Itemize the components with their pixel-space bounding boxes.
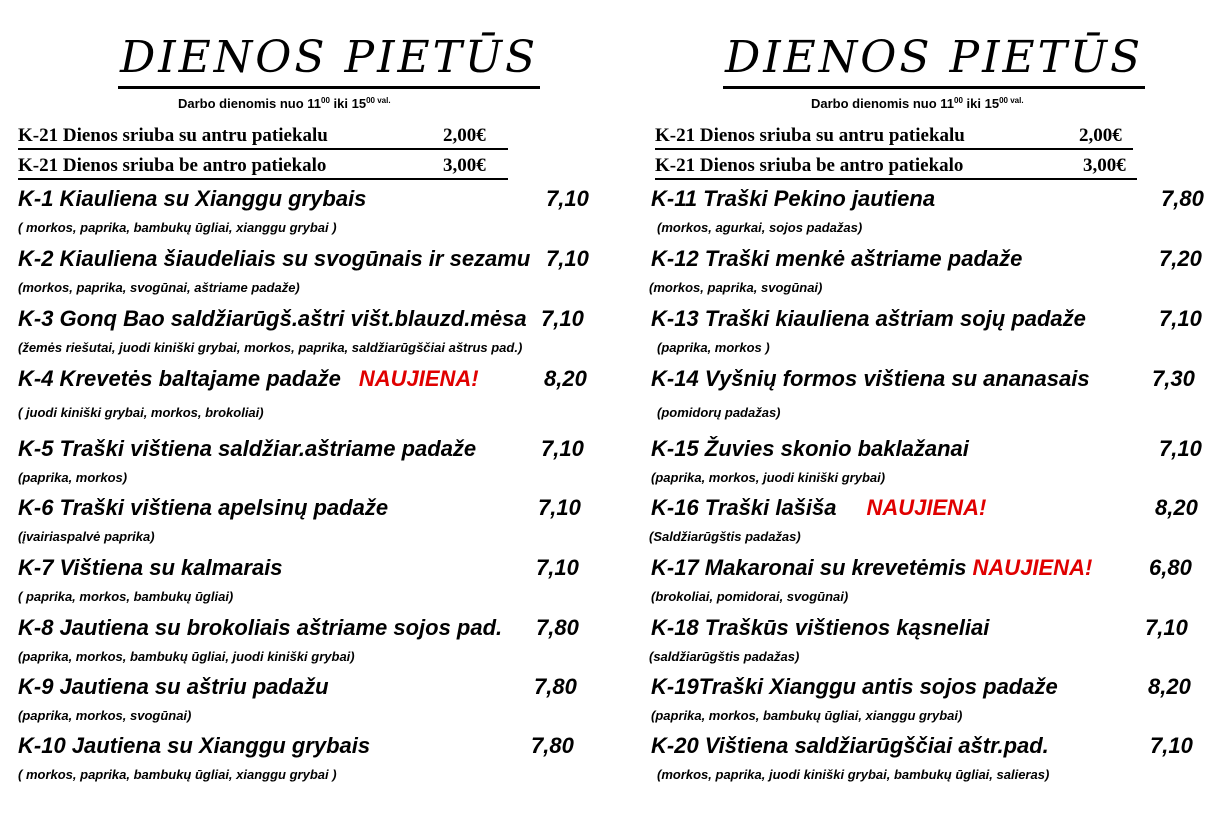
- menu-title: DIENOS PIETŪS: [118, 30, 540, 89]
- soup-label: K-21 Dienos sriuba su antru patiekalu: [655, 125, 965, 146]
- opening-hours: Darbo dienomis nuo $11^{00}$ iki $15^{00}$ $^{val.}$: [178, 96, 391, 111]
- soup-price: 2,00€: [1079, 125, 1122, 146]
- dish-name: K-5 Traški vištiena saldžiar.aštriame padaže: [18, 436, 477, 461]
- dish-price: 6,80: [1149, 555, 1192, 580]
- soup-label: K-21 Dienos sriuba su antru patiekalu: [18, 125, 328, 146]
- soup-label: K-21 Dienos sriuba be antro patiekalo: [655, 155, 964, 176]
- dish-name: K-9 Jautiena su aštriu padažu: [18, 674, 329, 699]
- dish-name: K-19Traški Xianggu antis sojos padaže: [651, 674, 1058, 699]
- new-badge: NAUJIENA!: [358, 366, 479, 391]
- dish-name: K-14 Vyšnių formos vištiena su ananasais: [651, 366, 1090, 391]
- dish-name: K-3 Gonq Bao saldžiarūgš.aštri višt.blauzd.mėsa: [18, 306, 527, 331]
- dish-name: K-18 Traškūs vištienos kąsneliai: [651, 615, 990, 640]
- dish-name: K-6 Traški vištiena apelsinų padaže: [18, 495, 389, 520]
- new-badge: NAUJIENA!: [972, 555, 1093, 580]
- dish-ingredients: (brokoliai, pomidorai, svogūnai): [651, 589, 849, 604]
- soup-row: [18, 124, 508, 150]
- dish-ingredients: (pomidorų padažas): [657, 405, 781, 420]
- dish-name: K-11 Traški Pekino jautiena: [651, 186, 936, 211]
- soup-row: [655, 154, 1137, 180]
- dish-name: K-16 Traški lašiša NAUJIENA!: [651, 495, 987, 520]
- dish-name: K-7 Vištiena su kalmarais: [18, 555, 283, 580]
- dish-ingredients: (žemės riešutai, juodi kiniški grybai, morkos, paprika, saldžiarūgščiai aštrus pad.): [18, 340, 523, 355]
- soup-price: 3,00€: [443, 155, 486, 176]
- dish-price: 7,80: [534, 674, 577, 699]
- dish-price: 7,10: [541, 306, 584, 331]
- dish-ingredients: (morkos, paprika, svogūnai): [649, 280, 823, 295]
- dish-price: 7,10: [538, 495, 581, 520]
- dish-ingredients: (paprika, morkos, bambukų ūgliai, xianggu grybai): [651, 708, 963, 723]
- dish-name: K-20 Vištiena saldžiarūgščiai aštr.pad.: [651, 733, 1049, 758]
- new-badge: NAUJIENA!: [866, 495, 987, 520]
- dish-name: K-10 Jautiena su Xianggu grybais: [18, 733, 371, 758]
- dish-ingredients: (įvairiaspalvė paprika): [18, 529, 155, 544]
- dish-ingredients: ( paprika, morkos, bambukų ūgliai): [18, 589, 234, 604]
- dish-ingredients: (morkos, paprika, juodi kiniški grybai, bambukų ūgliai, salieras): [657, 767, 1050, 782]
- dish-name: K-8 Jautiena su brokoliais aštriame sojos pad.: [18, 615, 503, 640]
- menu-left: [0, 0, 607, 817]
- dish-ingredients: ( juodi kiniški grybai, morkos, brokoliai): [18, 405, 264, 420]
- dish-ingredients: (morkos, agurkai, sojos padažas): [657, 220, 863, 235]
- dish-price: 8,20: [1155, 495, 1198, 520]
- soup-row: [655, 124, 1133, 150]
- dish-price: 7,80: [1161, 186, 1204, 211]
- dish-ingredients: (morkos, paprika, svogūnai, aštriame padaže): [18, 280, 300, 295]
- dish-name: K-15 Žuvies skonio baklažanai: [651, 436, 969, 461]
- soup-row: [18, 154, 508, 180]
- dish-price: 7,10: [1150, 733, 1193, 758]
- dish-name: K-4 Krevetės baltajame padaže NAUJIENA!: [18, 366, 479, 391]
- dish-name: K-2 Kiauliena šiaudeliais su svogūnais ir sezamu: [18, 246, 531, 271]
- menu-title: DIENOS PIETŪS: [723, 30, 1145, 89]
- dish-name: K-13 Traški kiauliena aštriam sojų padaže: [651, 306, 1086, 331]
- opening-hours: Darbo dienomis nuo $11^{00}$ iki $15^{00}$ $^{val.}$: [811, 96, 1024, 111]
- dish-ingredients: (saldžiarūgštis padažas): [649, 649, 800, 664]
- dish-price: 7,10: [1159, 306, 1202, 331]
- dish-price: 7,20: [1159, 246, 1202, 271]
- dish-price: 7,10: [546, 186, 589, 211]
- dish-name: K-17 Makaronai su krevetėmis NAUJIENA!: [651, 555, 1093, 580]
- dish-ingredients: ( morkos, paprika, bambukų ūgliai, xianggu grybai ): [18, 767, 337, 782]
- menu-right: [607, 0, 1215, 817]
- dish-price: 7,10: [546, 246, 589, 271]
- soup-price: 2,00€: [443, 125, 486, 146]
- dish-price: 7,10: [536, 555, 579, 580]
- dish-ingredients: (paprika, morkos ): [657, 340, 770, 355]
- dish-price: 7,80: [531, 733, 574, 758]
- dish-ingredients: ( morkos, paprika, bambukų ūgliai, xianggu grybai ): [18, 220, 337, 235]
- dish-price: 7,10: [541, 436, 584, 461]
- dish-ingredients: (paprika, morkos): [18, 470, 128, 485]
- soup-price: 3,00€: [1083, 155, 1126, 176]
- dish-name: K-1 Kiauliena su Xianggu grybais: [18, 186, 367, 211]
- dish-price: 7,10: [1159, 436, 1202, 461]
- dish-name: K-12 Traški menkė aštriame padaže: [651, 246, 1023, 271]
- dish-price: 7,10: [1145, 615, 1188, 640]
- dish-ingredients: (paprika, morkos, juodi kiniški grybai): [651, 470, 886, 485]
- dish-price: 8,20: [1148, 674, 1191, 699]
- dish-price: 7,30: [1152, 366, 1195, 391]
- dish-price: 8,20: [544, 366, 587, 391]
- dish-ingredients: (paprika, morkos, svogūnai): [18, 708, 192, 723]
- dish-ingredients: (Saldžiarūgštis padažas): [649, 529, 801, 544]
- dish-price: 7,80: [536, 615, 579, 640]
- dish-ingredients: (paprika, morkos, bambukų ūgliai, juodi kiniški grybai): [18, 649, 355, 664]
- soup-label: K-21 Dienos sriuba be antro patiekalo: [18, 155, 327, 176]
